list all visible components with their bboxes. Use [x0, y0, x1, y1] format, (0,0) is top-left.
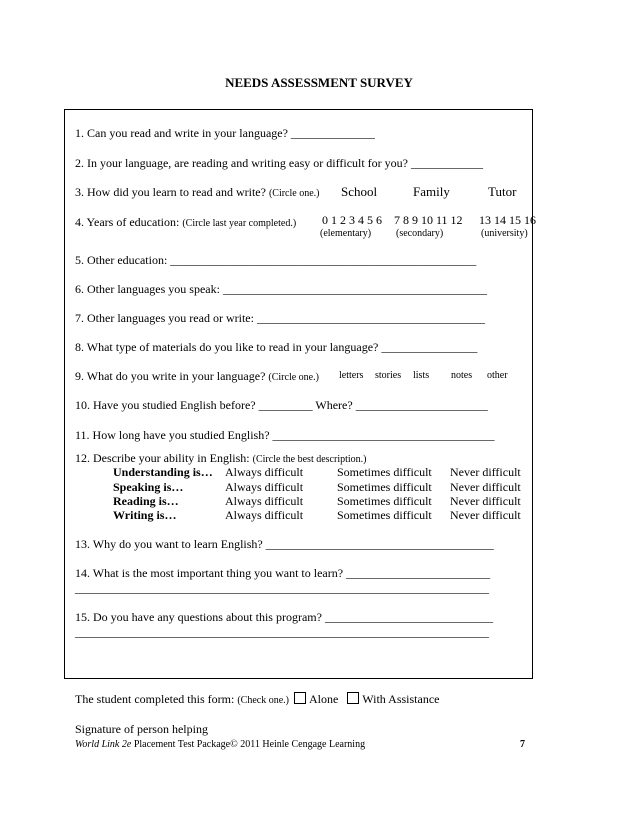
question-4: [75, 215, 296, 230]
completion-text: The student completed this form:: [75, 692, 235, 706]
ability-row-label: Writing is…: [113, 508, 177, 522]
question-9-note: (Circle one.): [268, 372, 319, 383]
q4-elementary-label: (elementary): [320, 228, 372, 239]
completion-note: (Check one.): [237, 695, 289, 706]
question-5: 5. Other education: ___________________________________________________: [75, 253, 477, 267]
ability-row-label: Understanding is…: [113, 465, 213, 479]
question-1: 1. Can you read and write in your language? ______________: [75, 126, 375, 140]
question-3-text: 3. How did you learn to read and write?: [75, 185, 266, 199]
ability-row-label: Reading is…: [113, 494, 179, 508]
ability-option: Always difficult: [225, 494, 304, 508]
q9-option-stories: stories: [375, 370, 402, 381]
question-2: 2. In your language, are reading and writing easy or difficult for you? ____________: [75, 156, 483, 170]
alone-checkbox[interactable]: [294, 692, 306, 704]
question-10: 10. Have you studied English before? _________ Where? ______________________: [75, 398, 488, 412]
q4-elementary-numbers: 0 1 2 3 4 5 6: [322, 213, 382, 227]
alone-label: Alone: [308, 692, 339, 706]
question-4-text: 4. Years of education:: [75, 215, 180, 229]
ability-option: Never difficult: [450, 480, 521, 494]
question-6: 6. Other languages you speak: ____________________________________________: [75, 282, 487, 296]
question-8: 8. What type of materials do you like to read in your language? ________________: [75, 340, 478, 354]
q4-university-numbers: 13 14 15 16: [479, 213, 536, 227]
q3-option-school: School: [341, 184, 378, 199]
ability-option: Sometimes difficult: [337, 494, 432, 508]
q3-option-tutor: Tutor: [488, 184, 517, 199]
ability-option: Sometimes difficult: [337, 508, 432, 522]
q4-university-label: (university): [481, 228, 528, 239]
completion-line: [75, 692, 439, 707]
question-12-text: 12. Describe your ability in English:: [75, 451, 250, 465]
question-3: [75, 185, 320, 200]
signature-label: Signature of person helping: [75, 722, 208, 736]
question-15: 15. Do you have any questions about this program? ____________________________: [75, 610, 493, 624]
question-11: 11. How long have you studied English? _____________________________________: [75, 428, 495, 442]
question-15-answer-line: _____________________________________________________________________: [75, 625, 489, 639]
question-12: [75, 451, 367, 466]
question-3-note: (Circle one.): [268, 188, 320, 199]
question-7: 7. Other languages you read or write: ______________________________________: [75, 311, 485, 325]
ability-option: Never difficult: [450, 508, 521, 522]
page-number: 7: [520, 739, 525, 750]
q9-option-notes: notes: [451, 370, 473, 381]
assistance-checkbox[interactable]: [347, 692, 359, 704]
footer-copyright: Placement Test Package© 2011 Heinle Cengage Learning: [131, 739, 366, 750]
question-14: 14. What is the most important thing you want to learn? ________________________: [75, 566, 491, 580]
ability-option: Never difficult: [450, 465, 521, 479]
question-9: [75, 369, 319, 384]
footer-book-title: World Link 2e: [75, 739, 132, 750]
ability-option: Sometimes difficult: [337, 480, 432, 494]
ability-option: Never difficult: [450, 494, 521, 508]
question-13: 13. Why do you want to learn English? ______________________________________: [75, 537, 494, 551]
q3-option-family: Family: [413, 184, 450, 199]
q9-option-letters: letters: [339, 370, 364, 381]
ability-option: Always difficult: [225, 508, 304, 522]
footer-credit: [75, 739, 365, 750]
question-4-note: (Circle last year completed.): [182, 218, 297, 229]
question-12-note: (Circle the best description.): [252, 454, 367, 465]
ability-option: Always difficult: [225, 465, 304, 479]
q9-option-other: other: [487, 370, 508, 381]
q9-option-lists: lists: [413, 370, 430, 381]
ability-row-label: Speaking is…: [113, 480, 184, 494]
assistance-label: With Assistance: [362, 692, 440, 706]
page-title: NEEDS ASSESSMENT SURVEY: [225, 75, 413, 90]
ability-option: Sometimes difficult: [337, 465, 432, 479]
q4-secondary-numbers: 7 8 9 10 11 12: [394, 213, 463, 227]
question-9-text: 9. What do you write in your language?: [75, 369, 266, 383]
q4-secondary-label: (secondary): [396, 228, 444, 239]
ability-option: Always difficult: [225, 480, 304, 494]
question-14-answer-line: _____________________________________________________________________: [75, 581, 489, 595]
